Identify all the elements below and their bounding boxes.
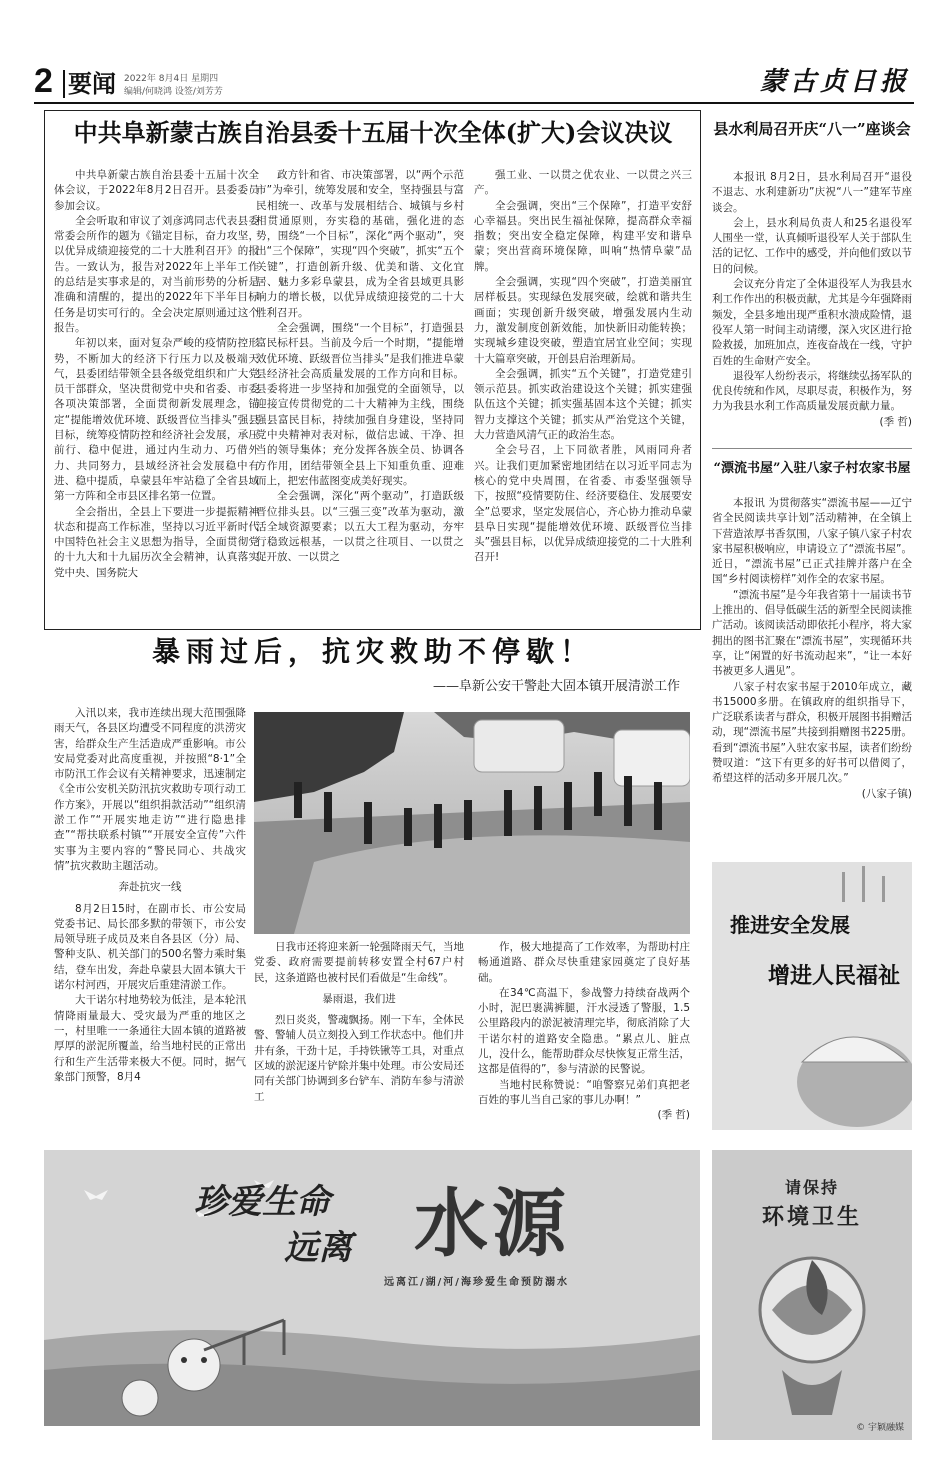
section-divider: [63, 70, 65, 98]
page-number: 2: [34, 62, 53, 100]
water-bureau-article: [712, 170, 912, 480]
safety-ad: [712, 862, 912, 1130]
paragraph-text: 当地村民称赞说：“咱警察兄弟们真把老百姓的事儿当自己家的事儿办啊！”: [478, 1078, 690, 1106]
water-safety-ad: [44, 1150, 700, 1426]
environment-ad-line-1: 请保持: [784, 1178, 839, 1197]
paragraph: 日我市还将迎来新一轮强降雨天气，当地党委、政府需要提前转移安置全村67户村民，这条道路也被村民们看做是“生命线”。: [254, 941, 464, 984]
environment-ad-credit: © 宇颖融媒: [856, 1423, 904, 1433]
paragraph: 本报讯 为贯彻落实“漂流书屋——辽宁省全民阅读共享计划”活动精神，在全镇上下营造浓厚书香氛围，八家子镇八家子村农家书屋积极响应，申请设立了“漂流书屋”。近日，“漂流书屋”已正式挂牌并落户在全国“乡村阅读榜样”刘作全的农家书屋。: [712, 497, 912, 586]
flood-article-title: 暴雨过后，抗灾救助不停歇！: [151, 635, 594, 668]
water-safety-ad-graphic: [44, 1150, 700, 1426]
flood-article-col-2: [254, 940, 464, 1138]
paragraph: 政方针和省、市决策部署，以“两个示范市”为牵引，统筹发展和安全，坚持强县与富民相统一、改革与发展相结合、城镇与乡村相贯通原则，夯实稳的基础，强化进的态势，围绕“一个目标”，深化“两个驱动”，突出“三个保障”，实现“四个突破”，抓实“五个关键”，打造创新升级、优美和谐、文化宜居、魅力多彩阜蒙县，成为全省县域更具影响力的增长极，以优异成绩迎接党的二十大胜利召开。: [256, 169, 464, 319]
safety-ad-line-2: 增进人民福祉: [768, 963, 901, 989]
water-ad-big-text: 水源: [414, 1181, 570, 1267]
side-divider: [712, 448, 912, 449]
paragraph: [712, 680, 912, 800]
lead-article-col-3: [474, 168, 692, 624]
water-bureau-title: 县水利局召开庆“八一”座谈会: [713, 120, 911, 138]
subheading: 奔赴抗灾一线: [118, 881, 182, 894]
flood-article-col-3: [478, 940, 690, 1138]
paragraph: 中共阜新蒙古族自治县委十五届十次全体会议，于2022年8月2日召开。县委委员参加会议。: [54, 169, 259, 212]
environment-ad-line-2: 环境卫生: [761, 1205, 862, 1230]
water-ad-line-2: 远离: [284, 1228, 352, 1268]
paragraph: 烈日炎炎，警魂飘扬。刚一下车，全体民警、警辅人员立刻投入到工作状态中。他们井井有条，干劲十足，手持铁锹等工具，对重点区域的淤泥逐片铲除并集中处理。市公安局还同有关部门协调到多台铲车、消防车参与清淤工: [254, 1014, 464, 1103]
paragraph: 全会强调，实现“四个突破”，打造美丽宜居样板县。实现绿色发展突破，绘就和谐共生画面；实现创新升级突破，增强发展内生动力，激发制度创新效能，加快新旧动能转换；实现城乡建设突破，塑造宜居宜业空间；实现十大篇章突破，开创县启治理新局。: [474, 276, 692, 365]
subheading: 暴雨退，我们进: [322, 992, 396, 1005]
lead-article-title: 中共阜新蒙古族自治县委十五届十次全体(扩大)会议决议: [73, 118, 673, 147]
editor-line: 编辑/何晓鸿 设签/刘芳芳: [124, 87, 223, 97]
paragraph: 全会指出，全县上下要进一步提振精神状态和提高工作标准，坚持以习近平新时代中国特色社会主义思想为指导，全面贯彻党的十九大和十九届历次全会精神，认真落实党中央、国务院大: [54, 505, 259, 579]
paragraph: 会上，县水利局负责人和25名退役军人围坐一堂，认真倾听退役军人关于部队生活的记忆、工作中的感受，并向他们致以节日的问候。: [712, 216, 912, 275]
paragraph: 全会号召，上下同欲者胜，风雨同舟者兴。让我们更加紧密地团结在以习近平同志为核心的党中央周围，在省委、市委坚强领导下，按照“疫情要防住、经济要稳住、发展要安全”总要求，坚定发展信心，齐心协力推动阜蒙县阜日实现“提能增效优环境、跃级晋位当排头”强县目标，以优异成绩迎接党的二十大胜利召开!: [474, 444, 692, 564]
water-ad-slogan: 远离江/湖/河/海珍爱生命预防溺水: [384, 1277, 569, 1288]
paragraph: 入汛以来，我市连续出现大范围强降雨天气，各县区均遭受不同程度的洪涝灾害，给群众生产生活造成严重影响。市公安局党委对此高度重视，并按照“8·1”全市防汛工作会议有关精神要求，迅速制定《全市公安机关防汛抗灾救助专项行动工作方案》，开展以“组织捐款活动”“组织清淤工作”“开展实地走访”“进行隐患排查”“帮扶联系村镇”“开展安全宣传”六件实事为主要内容的“警民同心、共战灾情”抗灾救助主题活动。: [54, 707, 246, 872]
paragraph-text: 八家子村农家书屋于2010年成立，藏书15000多册。在镇政府的组织指导下，广泛联系读者与群众，积极开展图书捐赠活动，现“漂流书屋”共接到捐赠图书225册。看到“漂流书屋”入驻农家书屋，读者们纷纷赞叹道：“这下有更多的好书可以借阅了，希望这样的活动多开展几次。”: [712, 680, 912, 785]
paper-name: 蒙古贞日报: [760, 67, 911, 97]
paragraph: [478, 1078, 690, 1122]
paragraph: 全会强调，突出“三个保障”，打造平安舒心幸福县。突出民生福祉保障，提高群众幸福指数；突出安全稳定保障，构建平安和谐阜蒙；突出营商环境保障，叫响“热情阜蒙”品牌。: [474, 199, 692, 273]
paragraph: “漂流书屋”是今年我省第十一届读书节上推出的、倡导低碳生活的新型全民阅读推广活动。该阅读活动即依托小程序，将大家拥出的图书汇聚在“漂流书屋”，实现循环共享，让“闲置的好书流动起来”，“让一本好书被更多人遇见”。: [712, 588, 912, 678]
environment-ad: [712, 1150, 912, 1440]
cleanup-photo: [254, 712, 690, 934]
paragraph: 年初以来，面对复杂严峻的疫情防控形势，不断加大的经济下行压力以及极端天气，县委团结带领全县各级党组织和广大党员干部群众，坚决贯彻党中央和省委、市委各项决策部署，全面贯彻新发展理念，锚定“提能增效优环境、跃级晋位当排头”强县目标，统筹疫情防控和经济社会发展，承压前行、稳中促进，通过内生动力、巧借外力、共同努力，县域经济社会发展稳中有进、稳中提质，阜蒙县年牢站稳了全省县域第一方阵和全市县区排名第一位置。: [54, 337, 259, 503]
paragraph: 8月2日15时，在副市长、市公安局党委书记、局长邵多默的带领下，市公安局领导班子成员及来自各县区（分）局、警种支队、机关部门的500名警力乘时集结，登车出发，奔赴阜蒙县大固本镇大干诺尔村河西，开展灾后重建清淤工作。: [54, 902, 246, 992]
section-name: 要闻: [68, 69, 116, 98]
flood-article-subtitle: ——阜新公安干警赴大固本镇开展清淤工作: [432, 679, 680, 694]
book-house-article: [712, 496, 912, 836]
safety-ad-line-1: 推进安全发展: [730, 913, 850, 937]
water-ad-line-1: 珍爱生命: [194, 1182, 330, 1222]
paragraph: 本报讯 8月2日，县水利局召开“退役不退志、水利建新功”庆祝“八一”建军节座谈会。: [712, 171, 912, 214]
paragraph: 全会强调，抓实“五个关键”，打造党建引领示范县。抓实政治建设这个关键；抓实建强队伍这个关键；抓实强基固本这个关键；抓实智力支撑这个关键；抓实从严治党这个关键，大力营造风清气正的政治生态。: [474, 367, 692, 442]
book-house-title: “漂流书屋”入驻八家子村农家书屋: [713, 461, 911, 476]
cleanup-photo-graphic: [254, 712, 690, 934]
paragraph: 全会强调，围绕“一个目标”，打造强县富民标杆县。当前及今后一个时期，“提能增效优环境、跃级晋位当排头”是我们推进阜蒙县经济社会高质量发展的工作方向和目标。县委将进一步坚持和加强党的全面领导，以迎接宣传贯彻党的二十大精神为主线，围绕强县富民目标，持续加强自身建设，坚持同党中央精神对表对标，做信忠诚、干净、担当的领导集体；充分发挥各族全员、协调各方作用，团结带领全县上下知重负重、迎难而上，把宏伟蓝图变成美好现实。: [256, 321, 464, 487]
lead-article-col-2: [256, 168, 464, 624]
byline: (八家子镇): [861, 787, 912, 800]
lead-article-col-1: [54, 168, 259, 624]
byline: (季 哲): [879, 415, 912, 428]
paragraph: 会议充分肯定了全体退役军人为我县水利工作作出的积极贡献，尤其是今年强降雨频发，全县多地出现严重积水溃成险情，退役军人第一时间主动请缨，深入灾区进行抢险救援，加班加点，连夜奋战在一线，守护百姓的生命财产安全。: [712, 278, 912, 367]
paragraph: [712, 369, 912, 428]
paragraph-text: 退役军人纷纷表示，将继续弘扬军队的优良传统和作风，尽职尽责，积极作为，努力为我县水利工作高质量发展贡献力量。: [712, 369, 912, 413]
paragraph: 在34℃高温下，参战警力持续奋战两个小时，泥巴裹满裤腿，汗水浸透了警服，1.5公里路段内的淤泥被清理完毕，彻底消除了大干诺尔村的道路安全隐患。“累点儿、脏点儿，没什么，能帮助群众尽快恢复正常生活，这都是值得的”，参与清淤的民警说。: [478, 986, 690, 1076]
paragraph: 大干诺尔村地势较为低洼，是本轮汛情降雨量最大、受灾最为严重的地区之一，村里唯一一条通往大固本镇的道路被厚厚的淤泥所覆盖，给当地村民的正常出行和生产生活带来极大不便。同时，据气象部门预警，8月4: [54, 994, 246, 1083]
date-line: 2022年 8月4日 星期四: [124, 74, 219, 84]
paragraph: 强工业、一以贯之优农业、一以贯之兴三产。: [474, 169, 692, 197]
byline: (季 哲): [657, 1109, 690, 1122]
paragraph: 全会强调，深化“两个驱动”，打造跃级晋位排头县。以“三强三变”改革为驱动，激活全域资源要素；以五大工程为驱动，夯牢行稳致远根基，一以贯之往项目、一以贯之促开放、一以贯之: [256, 490, 464, 564]
paragraph: 作，极大地提高了工作效率，为帮助村庄畅通道路、群众尽快重建家园奠定了良好基础。: [478, 941, 690, 984]
paragraph: 全会听取和审议了刘彦鸿同志代表县委常委会所作的题为《锚定目标，奋力攻坚，以优异成绩迎接党的二十大胜利召开》的报告。一致认为，报告对2022年上半年工作的总结是实事求是的，对当前形势的分析是准确和清醒的，提出的2022年下半年目标任务是切实可行的。全会决定原则通过这个报告。: [54, 214, 259, 334]
safety-ad-graphic: [712, 862, 912, 1130]
masthead-rule: [34, 102, 914, 104]
flood-article-col-1: [54, 706, 246, 1134]
